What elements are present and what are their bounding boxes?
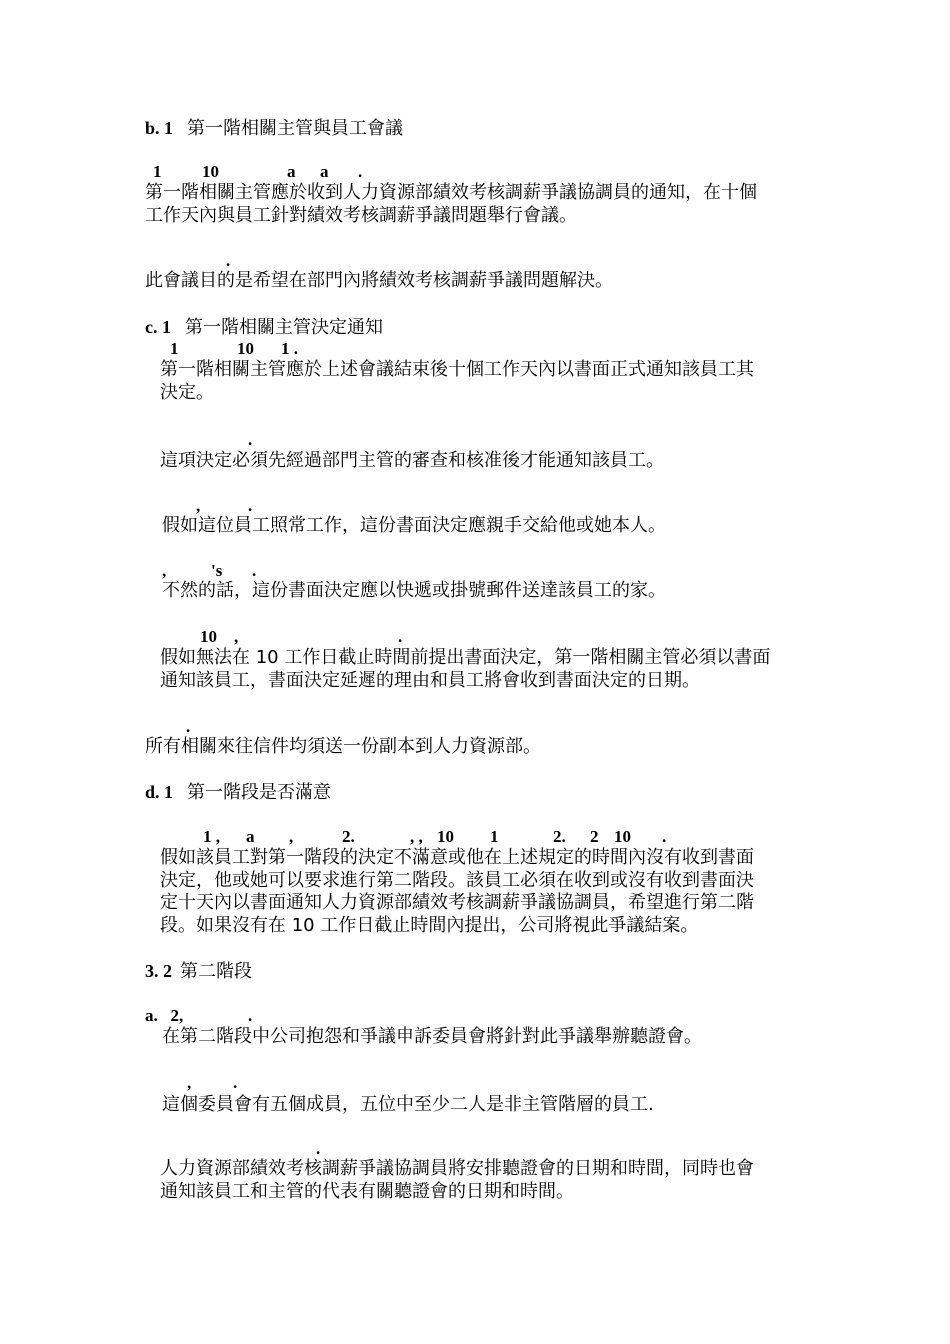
fragment: . — [186, 717, 191, 736]
paragraph-line: 通知該員工和主管的代表有關聽證會的日期和時間。 — [160, 1181, 574, 1202]
paragraph-line: 決定，他或她可以要求進行第二階段。該員工必須在收到或沒有收到書面決 — [160, 870, 754, 891]
fragment: 1 — [490, 827, 499, 846]
paragraph-line: 工作天內與員工針對績效考核調薪爭議問題舉行會議。 — [145, 205, 577, 226]
fragment: , — [289, 827, 294, 846]
fragment: , — [196, 496, 201, 515]
heading-d-title: 第一階段是否滿意 — [187, 782, 332, 803]
fragment: 2 — [590, 827, 599, 846]
heading-3 — [145, 960, 252, 983]
paragraph-line: 在第二階段中公司抱怨和爭議申訴委員會將針對此爭議舉辦聽證會。 — [162, 1026, 702, 1047]
fragment: 's — [211, 561, 223, 580]
fragment: . — [248, 1006, 253, 1025]
fragment: . — [226, 251, 231, 270]
heading-b-label: b. 1 — [145, 118, 174, 138]
fragment: . — [233, 1073, 238, 1092]
heading-b-title: 第一階相關主管與員工會議 — [187, 118, 404, 139]
heading-d — [145, 781, 331, 804]
fragment: . — [316, 1139, 321, 1158]
fragment: 10 — [202, 162, 219, 181]
fragment: , , — [410, 827, 423, 846]
heading-b — [145, 117, 403, 140]
paragraph-line: 假如無法在 10 工作日截止時間前提出書面決定，第一階相關主管必須以書面 — [160, 647, 771, 668]
heading-c — [145, 316, 383, 339]
heading-3-title: 第二階段 — [180, 961, 252, 982]
fragment: a — [287, 162, 296, 181]
fragment: 10 — [437, 827, 454, 846]
paragraph-line: 第一階相關主管應於上述會議結束後十個工作天內以書面正式通知該員工其 — [160, 359, 754, 380]
paragraph-line: 這個委員會有五個成員，五位中至少二人是非主管階層的員工. — [162, 1094, 654, 1115]
fragment: 1 . — [281, 339, 298, 358]
fragment: , — [187, 1073, 192, 1092]
fragment: a — [320, 162, 329, 181]
fragment: 1 — [153, 162, 162, 181]
fragment: 2. — [342, 827, 355, 846]
paragraph-line: 此會議目的是希望在部門內將績效考核調薪爭議問題解決。 — [145, 270, 613, 291]
fragment: 2. — [553, 827, 566, 846]
heading-c-label: c. 1 — [145, 317, 171, 337]
fragment: 1 , — [203, 827, 220, 846]
paragraph-line: 段。如果沒有在 10 工作日截止時間內提出，公司將視此爭議結案。 — [160, 915, 699, 936]
heading-3-label: 3. 2 — [145, 961, 172, 981]
fragment: 1 — [170, 339, 179, 358]
fragment: a. 2, — [145, 1006, 184, 1025]
fragment: , — [234, 627, 239, 646]
fragment: . — [662, 827, 667, 846]
fragment: , — [162, 561, 167, 580]
fragment: 10 — [614, 827, 631, 846]
paragraph-line: 假如該員工對第一階段的決定不滿意或他在上述規定的時間內沒有收到書面 — [160, 847, 754, 868]
paragraph-line: 所有相關來往信件均須送一份副本到人力資源部。 — [145, 736, 541, 757]
paragraph-line: 不然的話，這份書面決定應以快遞或掛號郵件送達該員工的家。 — [162, 580, 666, 601]
fragment: . — [248, 496, 253, 515]
paragraph-line: 這項決定必須先經過部門主管的審查和核准後才能通知該員工。 — [160, 450, 664, 471]
paragraph-line: 定十天內以書面通知人力資源部績效考核調薪爭議協調員，希望進行第二階 — [160, 892, 754, 913]
fragment: . — [252, 561, 257, 580]
fragment: 10 — [237, 339, 254, 358]
paragraph-line: 通知該員工，書面決定延遲的理由和員工將會收到書面決定的日期。 — [160, 670, 700, 691]
paragraph-line: 決定。 — [160, 382, 214, 403]
fragment: . — [248, 430, 253, 449]
paragraph-line: 第一階相關主管應於收到人力資源部績效考核調薪爭議協調員的通知，在十個 — [145, 182, 757, 203]
paragraph-line: 假如這位員工照常工作，這份書面決定應親手交給他或她本人。 — [162, 515, 666, 536]
fragment: 10 — [200, 627, 217, 646]
fragment: . — [358, 162, 363, 181]
fragment: . — [398, 627, 403, 646]
fragment: a — [246, 827, 255, 846]
paragraph-line: 人力資源部績效考核調薪爭議協調員將安排聽證會的日期和時間，同時也會 — [160, 1158, 754, 1179]
heading-c-title: 第一階相關主管決定通知 — [185, 317, 383, 338]
heading-d-label: d. 1 — [145, 782, 174, 802]
